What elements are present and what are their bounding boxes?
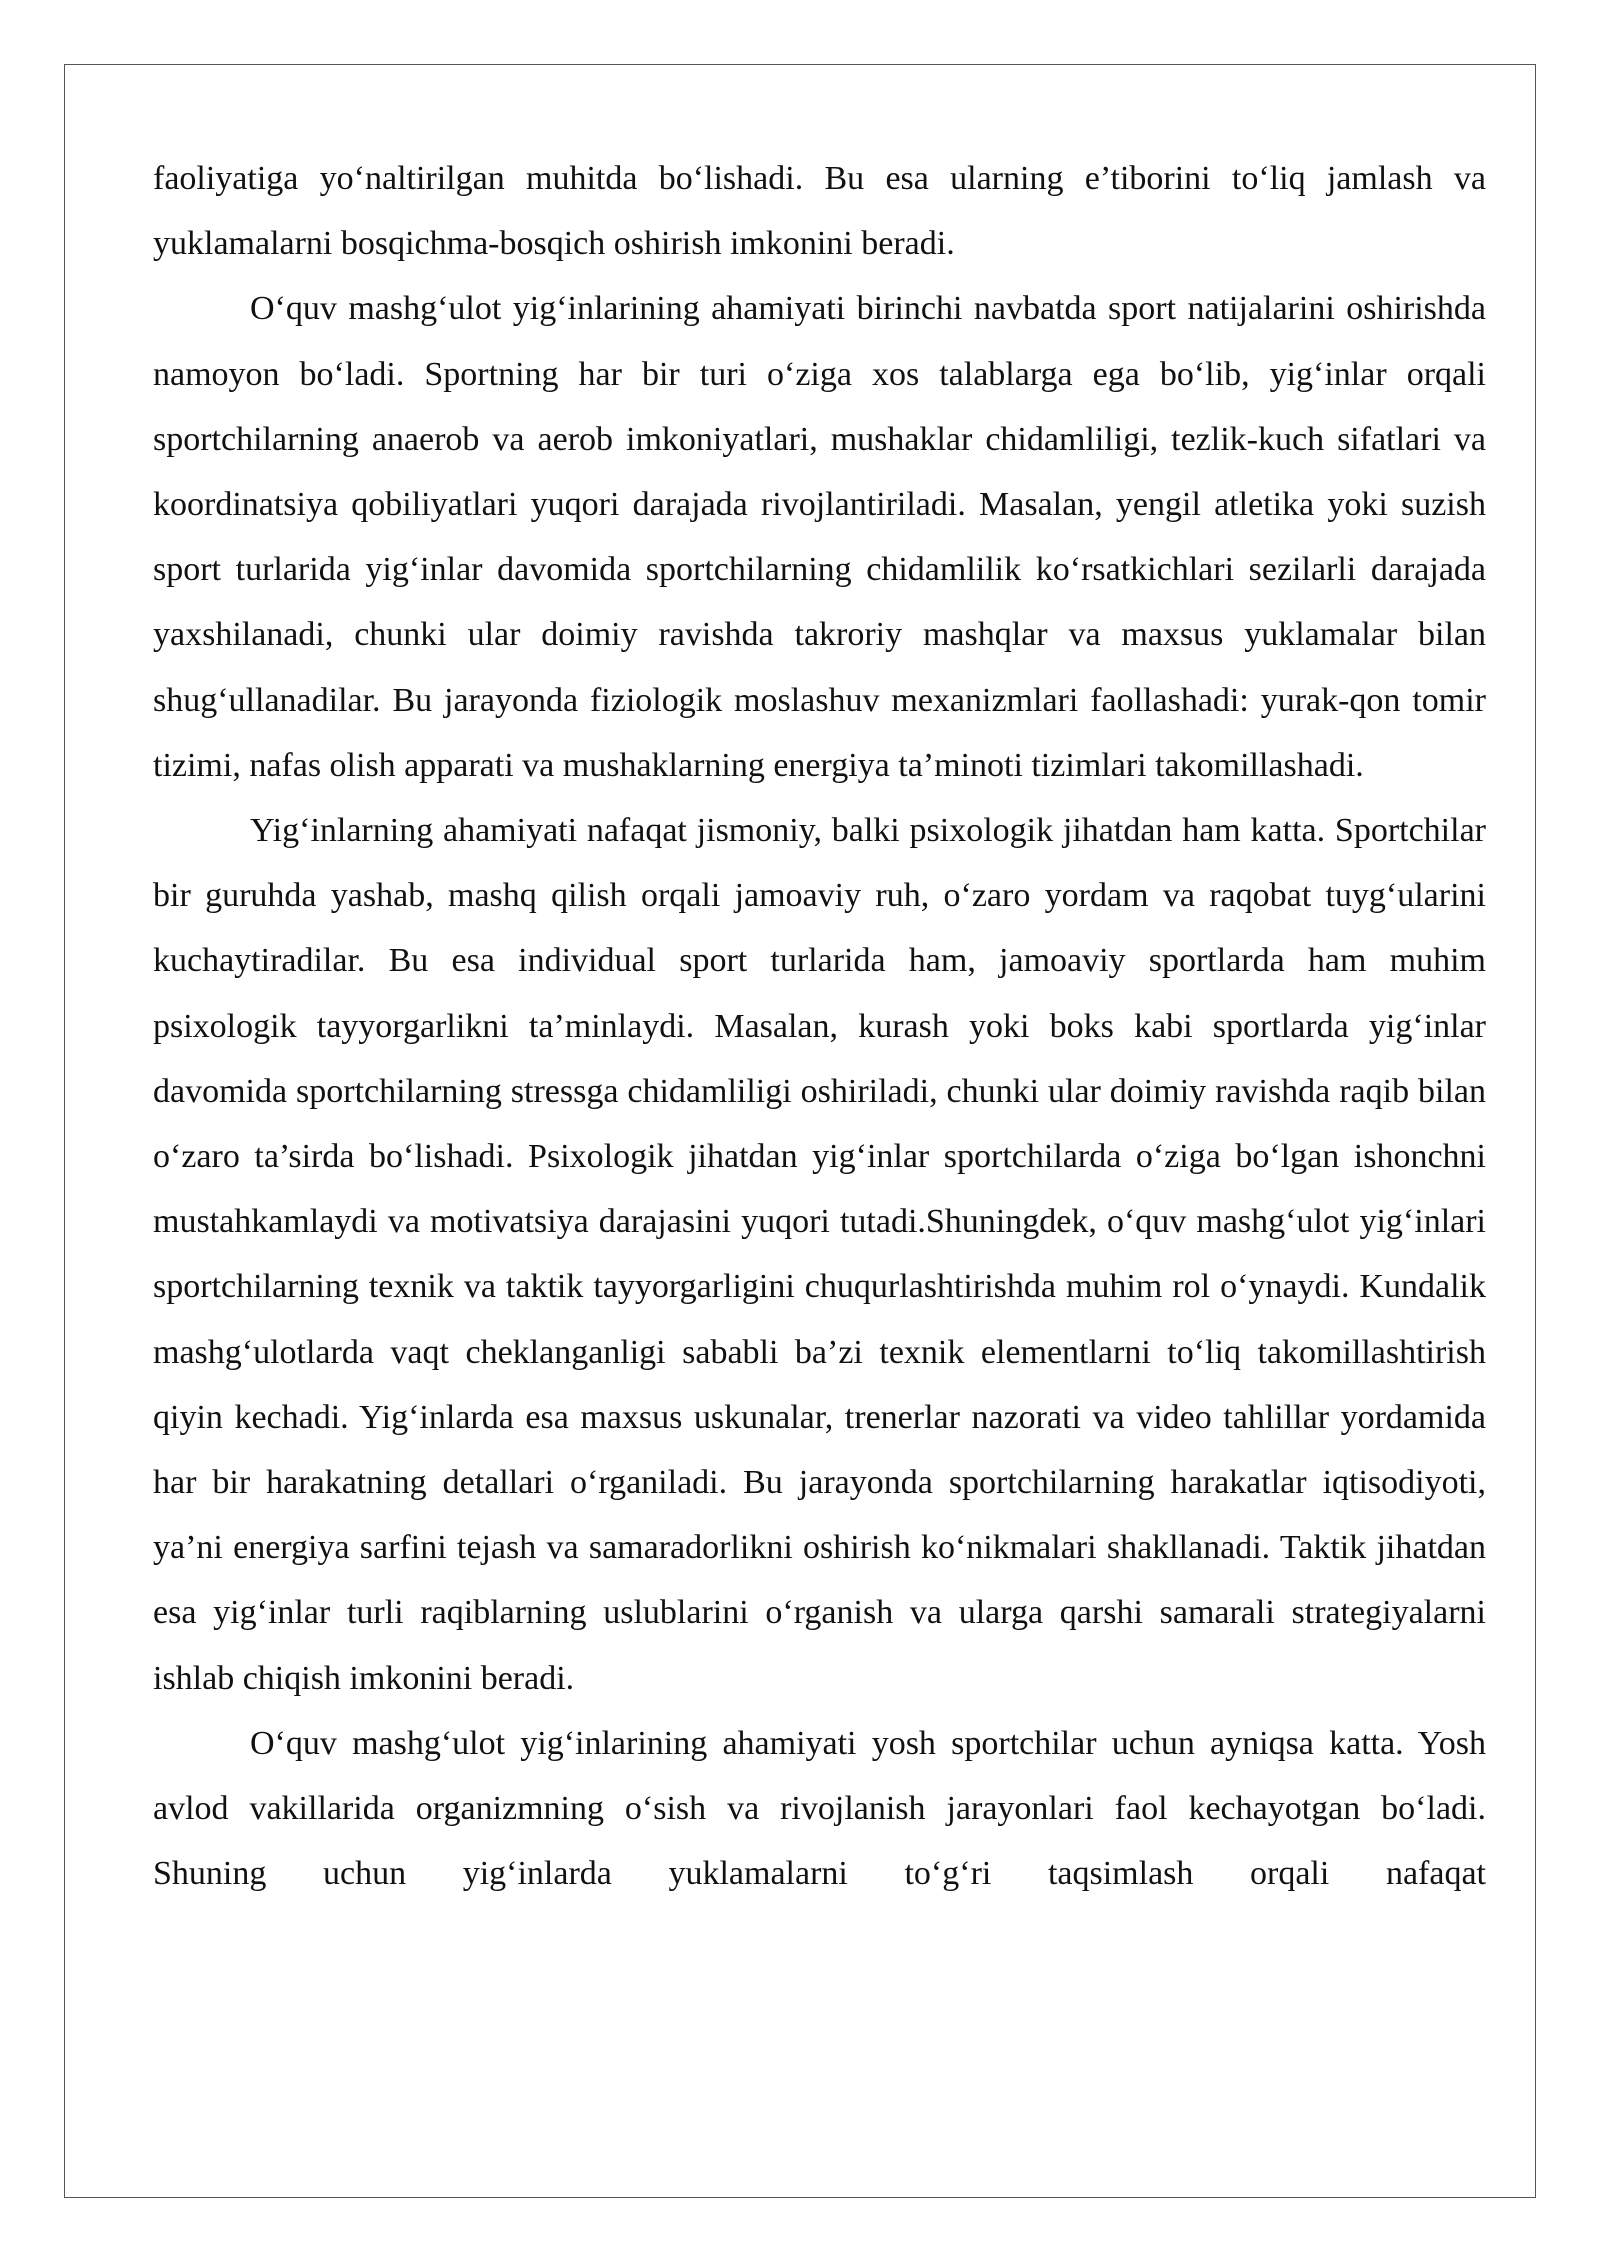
paragraph-young-athletes: O‘quv mashg‘ulot yig‘inlarining ahamiyati yosh sportchilar uchun ayniqsa katta. Yosh avlod vakillarida organizmning o‘sish va rivojlanish jarayonlari faol kechayotgan bo‘ladi. Shuning uchun yig‘inlarda yuklamalarni to‘g‘ri taqsimlash orqali nafaqat bbox=[153, 1724, 1486, 1893]
document-body bbox=[153, 146, 1486, 1906]
paragraph-training-camps-importance: O‘quv mashg‘ulot yig‘inlarining ahamiyati birinchi navbatda sport natijalarini oshirishda namoyon bo‘ladi. Sportning har bir turi o‘ziga xos talablarga ega bo‘lib, yig‘inlar orqali sportchilarning anaerob va aerob imkoniyatlari, mushaklar chidamliligi, tezlik-kuch sifatlari va koordinatsiya qobiliyatlari yuqori darajada rivojlantiriladi. Masalan, yengil atletika yoki suzish sport turlarida yig‘inlar davomida sportchilarning chidamlilik ko‘rsatkichlari sezilarli darajada yaxshilanadi, chunki ular doimiy ravishda takroriy mashqlar va maxsus yuklamalar bilan shug‘ullanadilar. Bu jarayonda fiziologik moslashuv mexanizmlari faollashadi: yurak-qon tomir tizimi, nafas olish apparati va mushaklarning energiya ta’minoti tizimlari takomillashadi. bbox=[153, 290, 1486, 784]
paragraph-psychological-aspects: Yig‘inlarning ahamiyati nafaqat jismoniy, balki psixologik jihatdan ham katta. Sportchilar bir guruhda yashab, mashq qilish orqali jamoaviy ruh, o‘zaro yordam va raqobat tuyg‘ularini kuchaytiradilar. Bu esa individual sport turlarida ham, jamoaviy sportlarda ham muhim psixologik tayyorgarlikni ta’minlaydi. Masalan, kurash yoki boks kabi sportlarda yig‘inlar davomida sportchilarning stressga chidamliligi oshiriladi, chunki ular doimiy ravishda raqib bilan o‘zaro ta’sirda bo‘lishadi. Psixologik jihatdan yig‘inlar sportchilarda o‘ziga bo‘lgan ishonchni mustahkamlaydi va motivatsiya darajasini yuqori tutadi.Shuningdek, o‘quv mashg‘ulot yig‘inlari sportchilarning texnik va taktik tayyorgarligini chuqurlashtirishda muhim rol o‘ynaydi. Kundalik mashg‘ulotlarda vaqt cheklanganligi sababli ba’zi texnik elementlarni to‘liq takomillashtirish qiyin kechadi. Yig‘inlarda esa maxsus uskunalar, trenerlar nazorati va video tahlillar yordamida har bir harakatning detallari o‘rganiladi. Bu jarayonda sportchilarning harakatlar iqtisodiyoti, ya’ni energiya sarfini tejash va samaradorlikni oshirish ko‘nikmalari shakllanadi. Taktik jihatdan esa yig‘inlar turli raqiblarning uslublarini o‘rganish va ularga qarshi samarali strategiyalarni ishlab chiqish imkonini beradi. bbox=[153, 812, 1486, 1697]
paragraph-continuation: faoliyatiga yo‘naltirilgan muhitda bo‘lishadi. Bu esa ularning e’tiborini to‘liq jamlash va yuklamalarni bosqichma-bosqich oshirish imkonini beradi. bbox=[153, 160, 1486, 263]
